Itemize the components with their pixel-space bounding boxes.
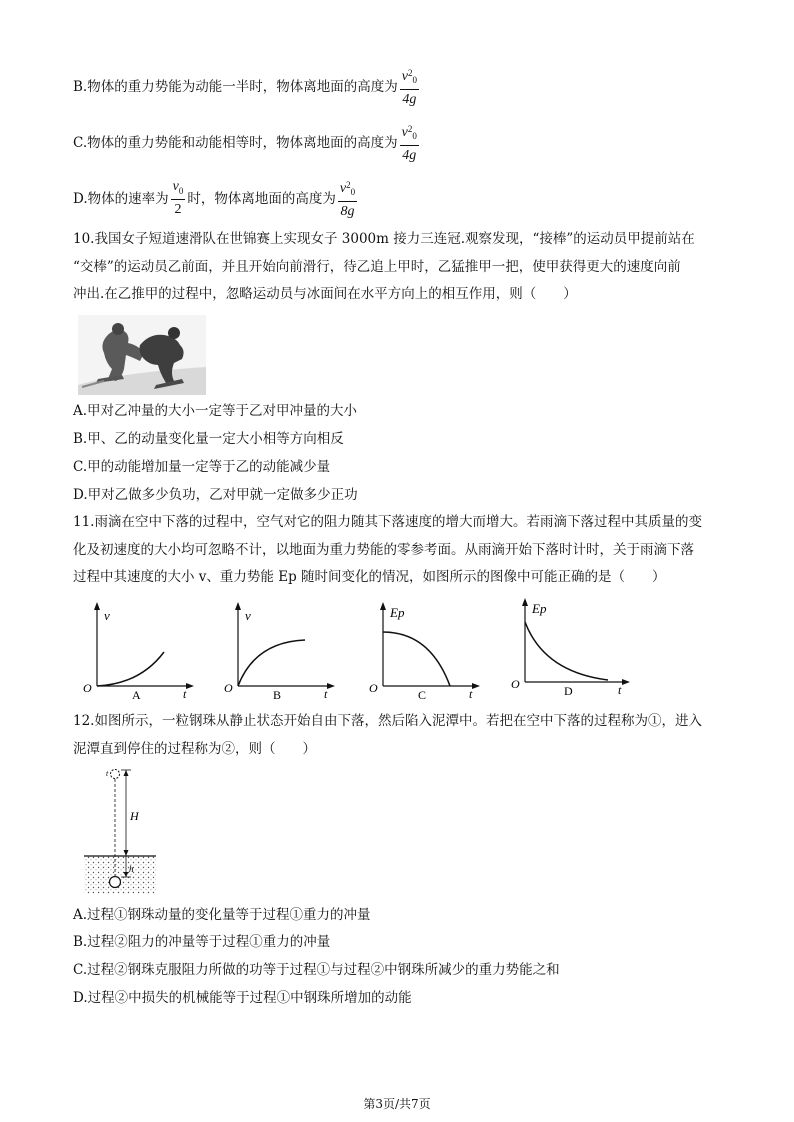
numerator: v — [401, 69, 408, 84]
q11-stem-line1: 11.雨滴在空中下落的过程中，空气对它的阻力随其下落速度的增大而增大。若雨滴下落过程中其质量的变 — [73, 514, 702, 530]
x-axis-label: t — [324, 687, 328, 700]
x-axis-label: t — [469, 687, 473, 700]
q9-option-c-fraction — [400, 120, 419, 166]
denominator: 8g — [340, 203, 355, 219]
y-axis-label: Ep — [390, 605, 405, 620]
subscript: 0 — [178, 185, 184, 196]
q10-stem-line3: 冲出.在乙推甲的过程中，忽略运动员与冰面间在水平方向上的相互作用，则（ ） — [73, 286, 577, 302]
x-axis-label: t — [183, 687, 187, 700]
graph-caption: C — [418, 688, 427, 700]
q9-option-c-text: C.物体的重力势能和动能相等时，物体离地面的高度为 — [73, 134, 398, 151]
denominator: 4g — [402, 91, 417, 107]
y-axis-label: v — [104, 608, 110, 623]
q12-option-d: D.过程②中损失的机械能等于过程①中钢珠所增加的动能 — [73, 990, 412, 1006]
q10-option-a: A.甲对乙冲量的大小一定等于乙对甲冲量的大小 — [73, 403, 358, 419]
q9-option-d — [73, 176, 359, 222]
q10-option-b: B.甲、乙的动量变化量一定大小相等方向相反 — [73, 431, 344, 447]
q12-option-c: C.过程②钢珠克服阻力所做的功等于过程①与过程②中钢珠所减少的重力势能之和 — [73, 962, 560, 978]
y-axis-label: v — [245, 608, 251, 623]
graph-caption: B — [273, 688, 282, 700]
denominator: 2 — [174, 202, 182, 218]
y-axis-label: Ep — [532, 601, 547, 616]
speed-skaters-photo — [78, 315, 206, 395]
q9-option-c — [73, 120, 421, 166]
graph-c — [366, 600, 481, 700]
q9-option-d-text1: D.物体的速率为 — [73, 190, 169, 207]
height-label-H: H — [130, 809, 139, 823]
superscript: 2 — [407, 68, 413, 78]
page-footer: 第3页/共7页 — [363, 1097, 431, 1111]
superscript: 2 — [346, 180, 351, 190]
numerator: v — [339, 181, 347, 196]
time-mark: t — [106, 769, 109, 778]
subscript: 0 — [412, 130, 417, 141]
denominator: 4g — [402, 147, 417, 163]
q12-stem-line1: 12.如图所示，一粒钢珠从静止状态开始自由下落，然后陷入泥潭中。若把在空中下落的过程称为①，进入 — [73, 713, 702, 729]
subscript: 0 — [412, 74, 417, 85]
graph-d — [508, 596, 633, 700]
q9-option-b — [73, 64, 421, 110]
origin-label: O — [224, 681, 233, 695]
q9-option-b-text: B.物体的重力势能为动能一半时，物体离地面的高度为 — [73, 78, 398, 95]
graph-caption: A — [132, 688, 141, 700]
graph-caption: D — [564, 684, 573, 698]
origin-label: O — [511, 677, 520, 691]
q9-option-b-fraction — [400, 64, 419, 110]
depth-label-h: h — [129, 864, 134, 874]
origin-label: O — [369, 681, 378, 695]
q11-stem-line3: 过程中其速度的大小 v、重力势能 Ep 随时间变化的情况，如图所示的图像中可能正确的是（ ） — [73, 569, 666, 585]
q10-option-c: C.甲的动能增加量一定等于乙的动能减少量 — [73, 459, 331, 475]
graph-a — [80, 600, 195, 700]
q9-option-d-fraction2 — [338, 176, 357, 222]
q12-option-b: B.过程②阻力的冲量等于过程①重力的冲量 — [73, 934, 331, 950]
q11-stem-line2: 化及初速度的大小均可忽略不计，以地面为重力势能的零参考面。从雨滴开始下落时计时，关于雨滴下落 — [73, 542, 694, 558]
subscript: 0 — [350, 186, 356, 197]
q10-stem-line2: “交棒”的运动员乙前面，并且开始向前滑行，待乙追上甲时，乙猛推甲一把，使甲获得更大的速度向前 — [73, 259, 681, 275]
q10-option-d: D.甲对乙做多少负功，乙对甲就一定做多少正功 — [73, 487, 358, 503]
graph-b — [221, 600, 336, 700]
steel-ball-mud-diagram — [82, 766, 158, 896]
q12-stem-line2: 泥潭直到停住的过程称为②，则（ ） — [73, 741, 316, 757]
x-axis-label: t — [618, 683, 622, 697]
q12-option-a: A.过程①钢珠动量的变化量等于过程①重力的冲量 — [73, 907, 371, 923]
q9-option-d-text2: 时，物体离地面的高度为 — [187, 190, 336, 207]
q9-option-d-fraction1 — [171, 178, 186, 221]
q10-stem-line1: 10.我国女子短道速滑队在世锦赛上实现女子 3000m 接力三连冠.观察发现，“接棒”的运动员甲提前站在 — [73, 231, 695, 247]
numerator: v — [172, 178, 179, 194]
numerator: v — [401, 125, 408, 140]
origin-label: O — [83, 681, 92, 695]
superscript: 2 — [407, 124, 413, 134]
